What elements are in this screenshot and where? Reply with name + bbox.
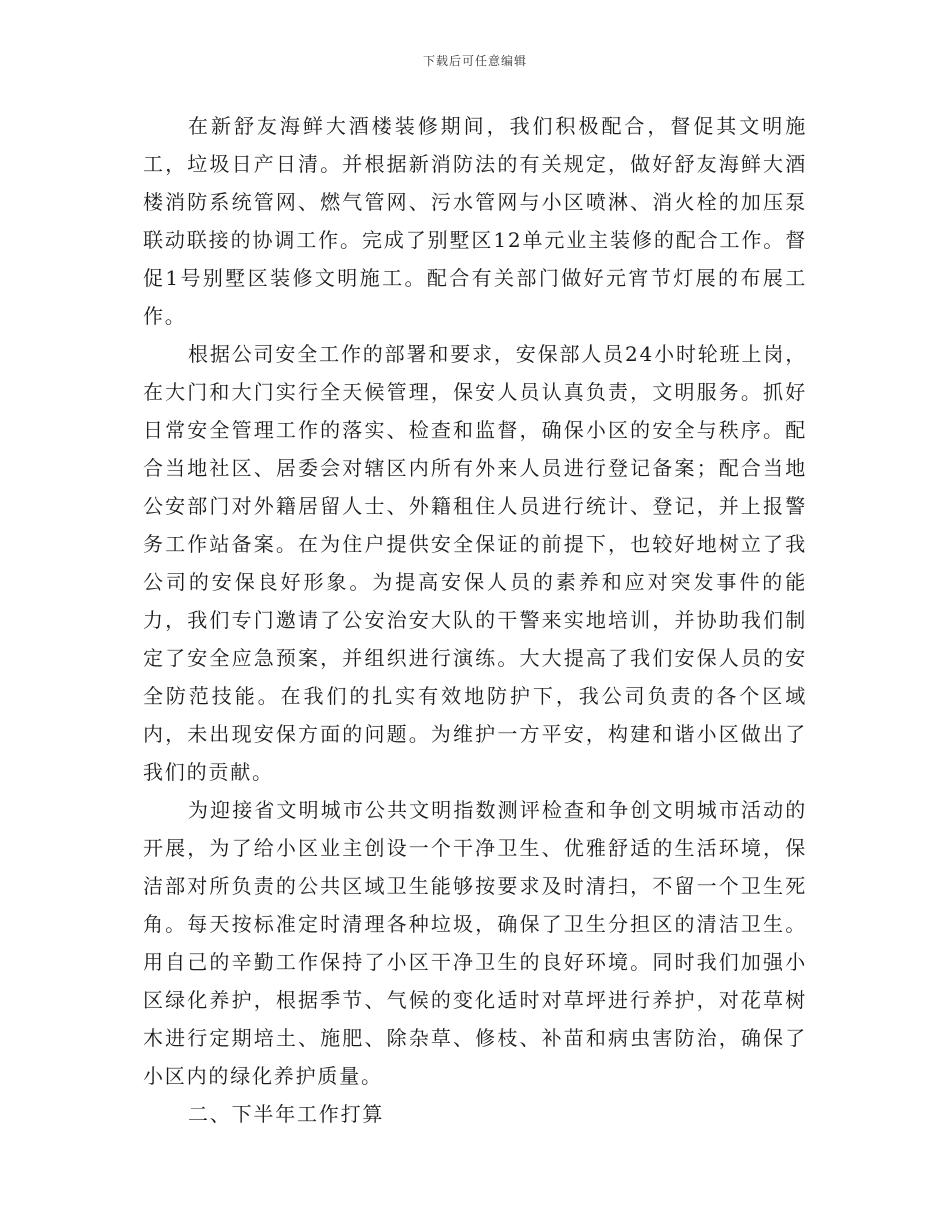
paragraph-renovation: 在新舒友海鲜大酒楼装修期间，我们积极配合，督促其文明施工，垃圾日产日清。并根据新消防法的有关规定，做好舒友海鲜大酒楼消防系统管网、燃气管网、污水管网与小区喷淋、消火栓的加压泵联动联接的协调工作。完成了别墅区12单元业主装修的配合工作。督促1号别墅区装修文明施工。配合有关部门做好元宵节灯展的布展工作。: [143, 114, 807, 328]
document-body: [143, 107, 807, 1133]
paragraph-cleaning: 为迎接省文明城市公共文明指数测评检查和争创文明城市活动的开展，为了给小区业主创设一个干净卫生、优雅舒适的生活环境，保洁部对所负责的公共区域卫生能够按要求及时清扫，不留一个卫生死角。每天按标准定时清理各种垃圾，确保了卫生分担区的清洁卫生。用自己的辛勤工作保持了小区干净卫生的良好环境。同时我们加强小区绿化养护，根据季节、气候的变化适时对草坪进行养护，对花草树木进行定期培土、施肥、除杂草、修枝、补苗和病虫害防治，确保了小区内的绿化养护质量。: [143, 798, 807, 1088]
header-note: 下载后可任意编辑: [422, 54, 527, 68]
paragraph-security: 根据公司安全工作的部署和要求，安保部人员24小时轮班上岗，在大门和大门实行全天候管理，保安人员认真负责，文明服务。抓好日常安全管理工作的落实、检查和监督，确保小区的安全与秩序。配合当地社区、居委会对辖区内所有外来人员进行登记备案；配合当地公安部门对外籍居留人士、外籍租住人员进行统计、登记，并上报警务工作站备案。在为住户提供安全保证的前提下，也较好地树立了我公司的安保良好形象。为提高安保人员的素养和应对突发事件的能力，我们专门邀请了公安治安大队的干警来实地培训，并协助我们制定了安全应急预案，并组织进行演练。大大提高了我们安保人员的安全防范技能。在我们的扎实有效地防护下，我公司负责的各个区域内，未出现安保方面的问题。为维护一方平安，构建和谐小区做出了我们的贡献。: [143, 342, 807, 784]
section-heading: 二、下半年工作打算: [188, 1102, 385, 1126]
